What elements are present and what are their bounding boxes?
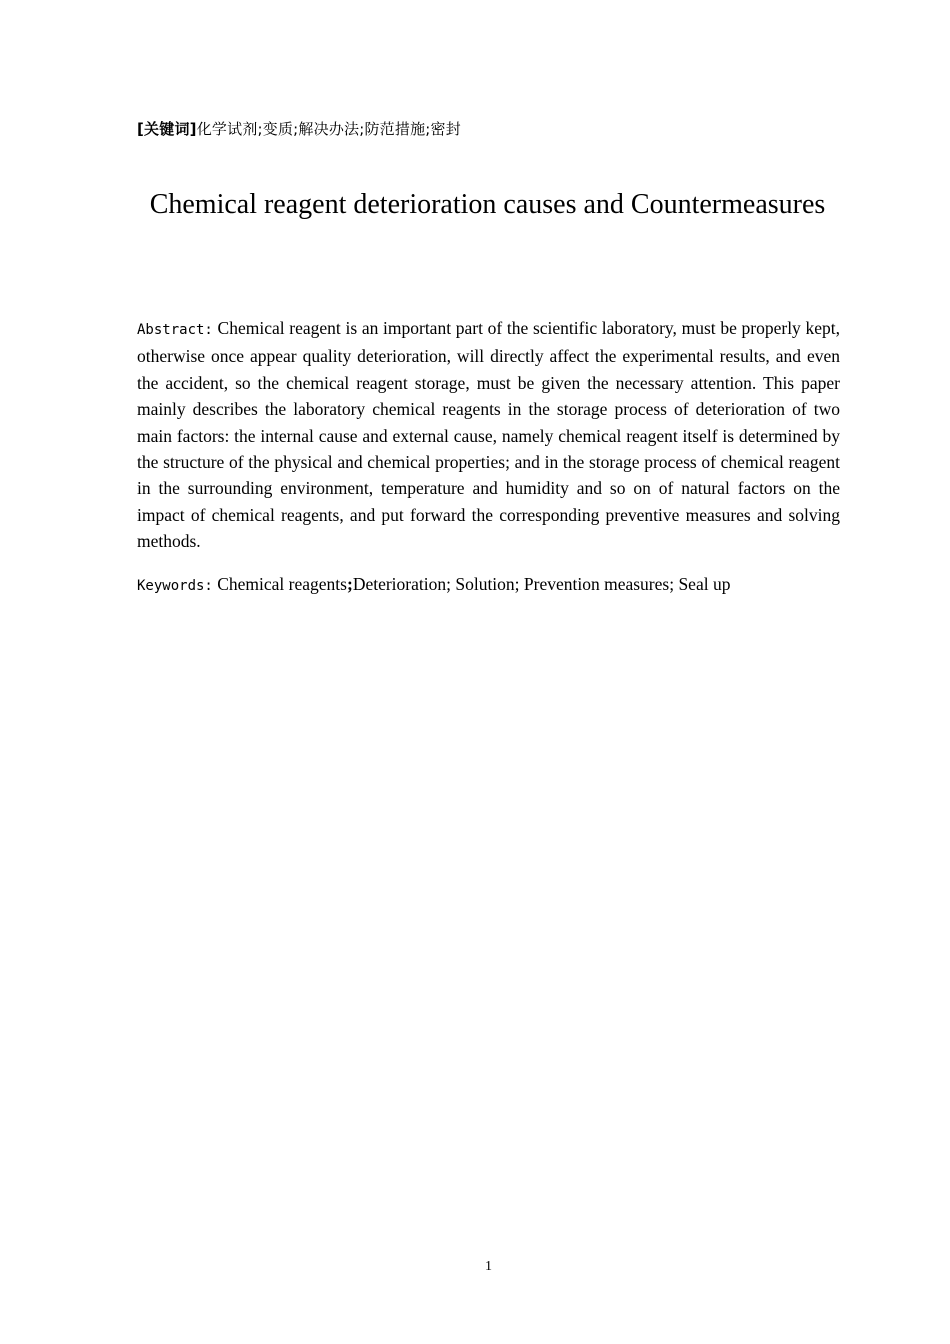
keyword-separator: ; xyxy=(346,574,353,594)
paper-title: Chemical reagent deterioration causes and Countermeasures xyxy=(149,189,826,220)
english-keywords-label: Keywords: xyxy=(137,578,213,594)
abstract-label: Abstract: xyxy=(137,322,213,338)
english-keywords xyxy=(137,571,730,599)
chinese-keywords-label: [关键词] xyxy=(137,120,197,138)
chinese-keywords-text: 化学试剂;变质;解决办法;防范措施;密封 xyxy=(196,120,461,138)
chinese-keywords xyxy=(137,118,461,139)
keyword-first: Chemical reagents xyxy=(217,574,347,594)
abstract-text: Chemical reagent is an important part of the scientific laboratory, must be properly kept, otherwise once appear quality deterioration, will directly affect the experimental results, and even the accident, so the chemical reagent storage, must be given the necessary attention. This paper mainly describes the laboratory chemical reagents in the storage process of deterioration of two main factors: the internal cause and external cause, namely chemical reagent itself is determined by the structure of the physical and chemical properties; and in the storage process of chemical reagent in the surrounding environment, temperature and humidity and so on of natural factors on the impact of chemical reagents, and put forward the corresponding preventive measures and solving methods. xyxy=(137,318,840,552)
keyword-rest: Deterioration; Solution; Prevention measures; Seal up xyxy=(352,574,731,594)
abstract-paragraph xyxy=(137,315,840,555)
page-number: 1 xyxy=(485,1259,492,1274)
